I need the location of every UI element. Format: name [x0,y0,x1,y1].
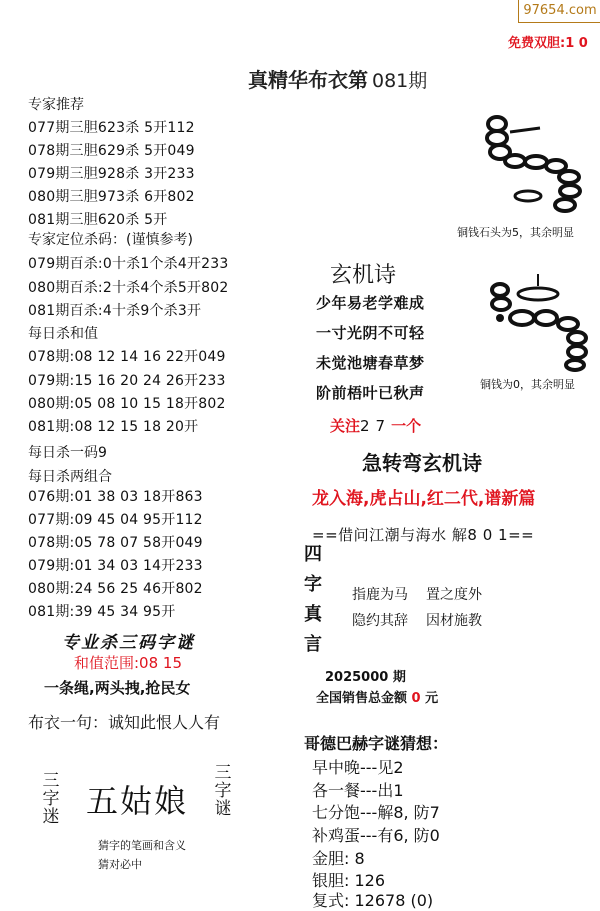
daily-two-line: 079期:01 34 03 14开233 [28,558,203,574]
follow-tail: 一个 [391,417,422,435]
daily-two-line: 080期:24 56 25 46开802 [28,581,203,597]
free-pick-label: 免费双胆:1 0 [508,36,588,51]
position-kill-line: 081期百杀:4十杀9个杀3开 [28,303,202,319]
slogan-heading: 专业杀三码字谜 [62,633,195,653]
goldbach-title: 哥德巴赫字谜猜想： [304,734,449,753]
sum-range-label: 和值范围:08 15 [74,654,182,672]
stone-drawing-1 [470,112,595,222]
poem-line: 未觉池塘春草梦 [316,354,425,372]
goldbach-line: 七分饱---解8, 防7 [312,803,440,822]
daily-sum-heading: 每日杀和值 [28,326,98,342]
riddle-sentence: 布衣一句：诚知此恨人人有 [28,713,221,732]
expert-line: 081期三胆620杀 5开 [28,212,168,228]
follow-number: 27 [360,417,392,435]
turn-poem-equation: ==借问江潮与海水 解8 0 1== [312,526,535,544]
daily-two-line: 078期:05 78 07 58开049 [28,535,203,551]
goldbach-line: 补鸡蛋---有6, 防0 [312,826,440,845]
position-kill-heading: 专家定位杀码：(谨慎参考) [28,232,193,248]
daily-sum-line: 080期:05 08 10 15 18开802 [28,396,226,412]
period-label: 2025000 期 [325,670,406,685]
riddle-note: 猜字的笔画和含义 [98,839,186,852]
goldbach-line: 早中晚---见2 [312,758,404,777]
riddle-hint: 一条绳,两头拽,抢民女 [44,679,191,697]
left-vertical-label: 三字迷 [42,771,60,827]
riddle-answer: 五姑娘 [86,782,189,820]
page-title-text: 真精华布衣第 [248,68,368,92]
idiom: 隐约其辞 [352,613,408,629]
issue-number: 081期 [372,70,428,92]
daily-sum-line: 081期:08 12 15 18 20开 [28,419,199,435]
page-title [248,64,427,93]
expert-line: 079期三胆928杀 3开233 [28,166,195,182]
expert-line: 077期三胆623杀 5开112 [28,120,195,136]
poem-line: 一寸光阴不可轻 [316,324,425,342]
expert-line: 080期三胆973杀 6开802 [28,189,195,205]
goldbach-line: 各一餐---出1 [312,781,404,800]
goldbach-line: 金胆: 8 [312,849,365,868]
daily-two-line: 081期:39 45 34 95开 [28,604,176,620]
follow-label [330,415,421,436]
daily-sum-line: 079期:15 16 20 24 26开233 [28,373,226,389]
sales-label: 全国销售总金额 [316,691,408,706]
daily-two-line: 076期:01 38 03 18开863 [28,489,203,505]
sales-value: 0 [411,691,421,706]
poem-line: 少年易老学难成 [316,294,425,312]
daily-two-line: 077期:09 45 04 95开112 [28,512,203,528]
idiom: 置之度外 [426,587,482,603]
turn-poem-title: 急转弯玄机诗 [362,451,482,475]
turn-poem-red-line: 龙入海,虎占山,红二代,谱新篇 [312,489,536,509]
daily-two-heading: 每日杀两组合 [28,469,112,485]
poem-line: 阶前梧叶已秋声 [316,384,425,402]
goldbach-line: 银胆: 126 [312,871,386,890]
expert-heading: 专家推荐 [28,97,84,113]
sales-unit: 元 [425,691,439,706]
four-words-label: 四字真言 [304,544,322,655]
stone-caption-1: 铜钱石头为5，其余明显 [457,226,574,239]
site-badge[interactable]: 97654.com [518,0,600,23]
riddle-note: 猜对必中 [98,858,142,871]
sales-total [316,687,438,706]
daily-kill-one: 每日杀一码9 [28,445,107,461]
follow-label-text: 关注 [330,417,361,435]
position-kill-line: 079期百杀:0十杀1个杀4开233 [28,256,229,272]
idiom: 指鹿为马 [352,587,408,603]
poem-title: 玄机诗 [330,263,397,288]
idiom: 因材施教 [426,613,482,629]
goldbach-line: 复式: 12678 (0) [312,891,434,910]
expert-line: 078期三胆629杀 5开049 [28,143,195,159]
stone-caption-2: 铜钱为0，其余明显 [480,378,575,391]
right-vertical-label: 三字谜 [214,763,232,819]
stone-drawing-2 [480,268,595,372]
daily-sum-line: 078期:08 12 14 16 22开049 [28,349,226,365]
position-kill-line: 080期百杀:2十杀4个杀5开802 [28,280,229,296]
